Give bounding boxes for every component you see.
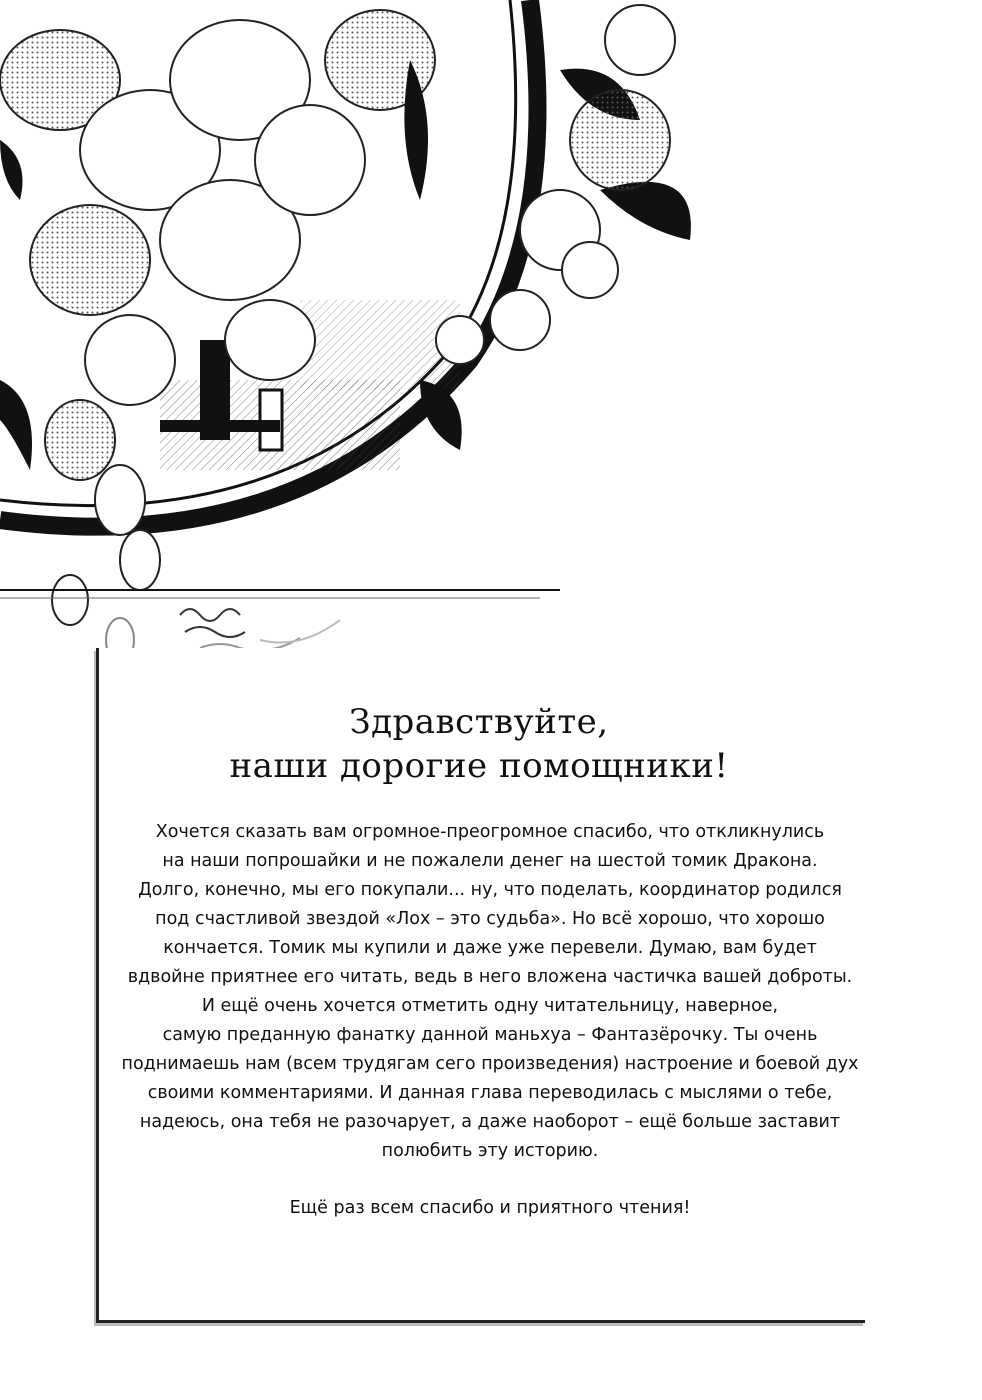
message-body	[110, 818, 870, 1166]
greeting-line-2: наши дорогие помощники!	[229, 746, 729, 786]
peony-flowers	[436, 5, 675, 364]
body-line: надеюсь, она тебя не разочарует, а даже наоборот – ещё больше заставит	[139, 1112, 841, 1132]
body-line: вдвойне приятнее его читать, ведь в него вложена частичка вашей доброты.	[127, 967, 853, 987]
body-line: своими комментариями. И данная глава переводилась с мыслями о тебе,	[147, 1083, 833, 1103]
body-line: Хочется сказать вам огромное-преогромное спасибо, что откликнулись	[155, 822, 825, 842]
greeting-line-1: Здравствуйте,	[349, 702, 609, 742]
body-line: Долго, конечно, мы его покупали... ну, что поделать, координатор родился	[138, 880, 842, 900]
body-line: самую преданную фанатку данной маньхуа – Фантазёрочку. Ты очень	[162, 1025, 818, 1045]
body-line: кончается. Томик мы купили и даже уже перевели. Думаю, вам будет	[163, 938, 817, 958]
closing-line: Ещё раз всем спасибо и приятного чтения!	[289, 1198, 691, 1218]
dragon-emblem-icon	[180, 609, 340, 650]
greeting-heading	[96, 700, 862, 788]
body-line: поднимаешь нам (всем трудягам сего произведения) настроение и боевой дух	[121, 1054, 859, 1074]
body-line: И ещё очень хочется отметить одну читательницу, наверное,	[201, 996, 779, 1016]
body-line: под счастливой звездой «Лох – это судьба». Но всё хорошо, что хорошо	[155, 909, 825, 929]
body-line: на наши попрошайки и не пожалели денег на шестой томик Дракона.	[162, 851, 818, 871]
body-line: полюбить эту историю.	[381, 1141, 599, 1161]
